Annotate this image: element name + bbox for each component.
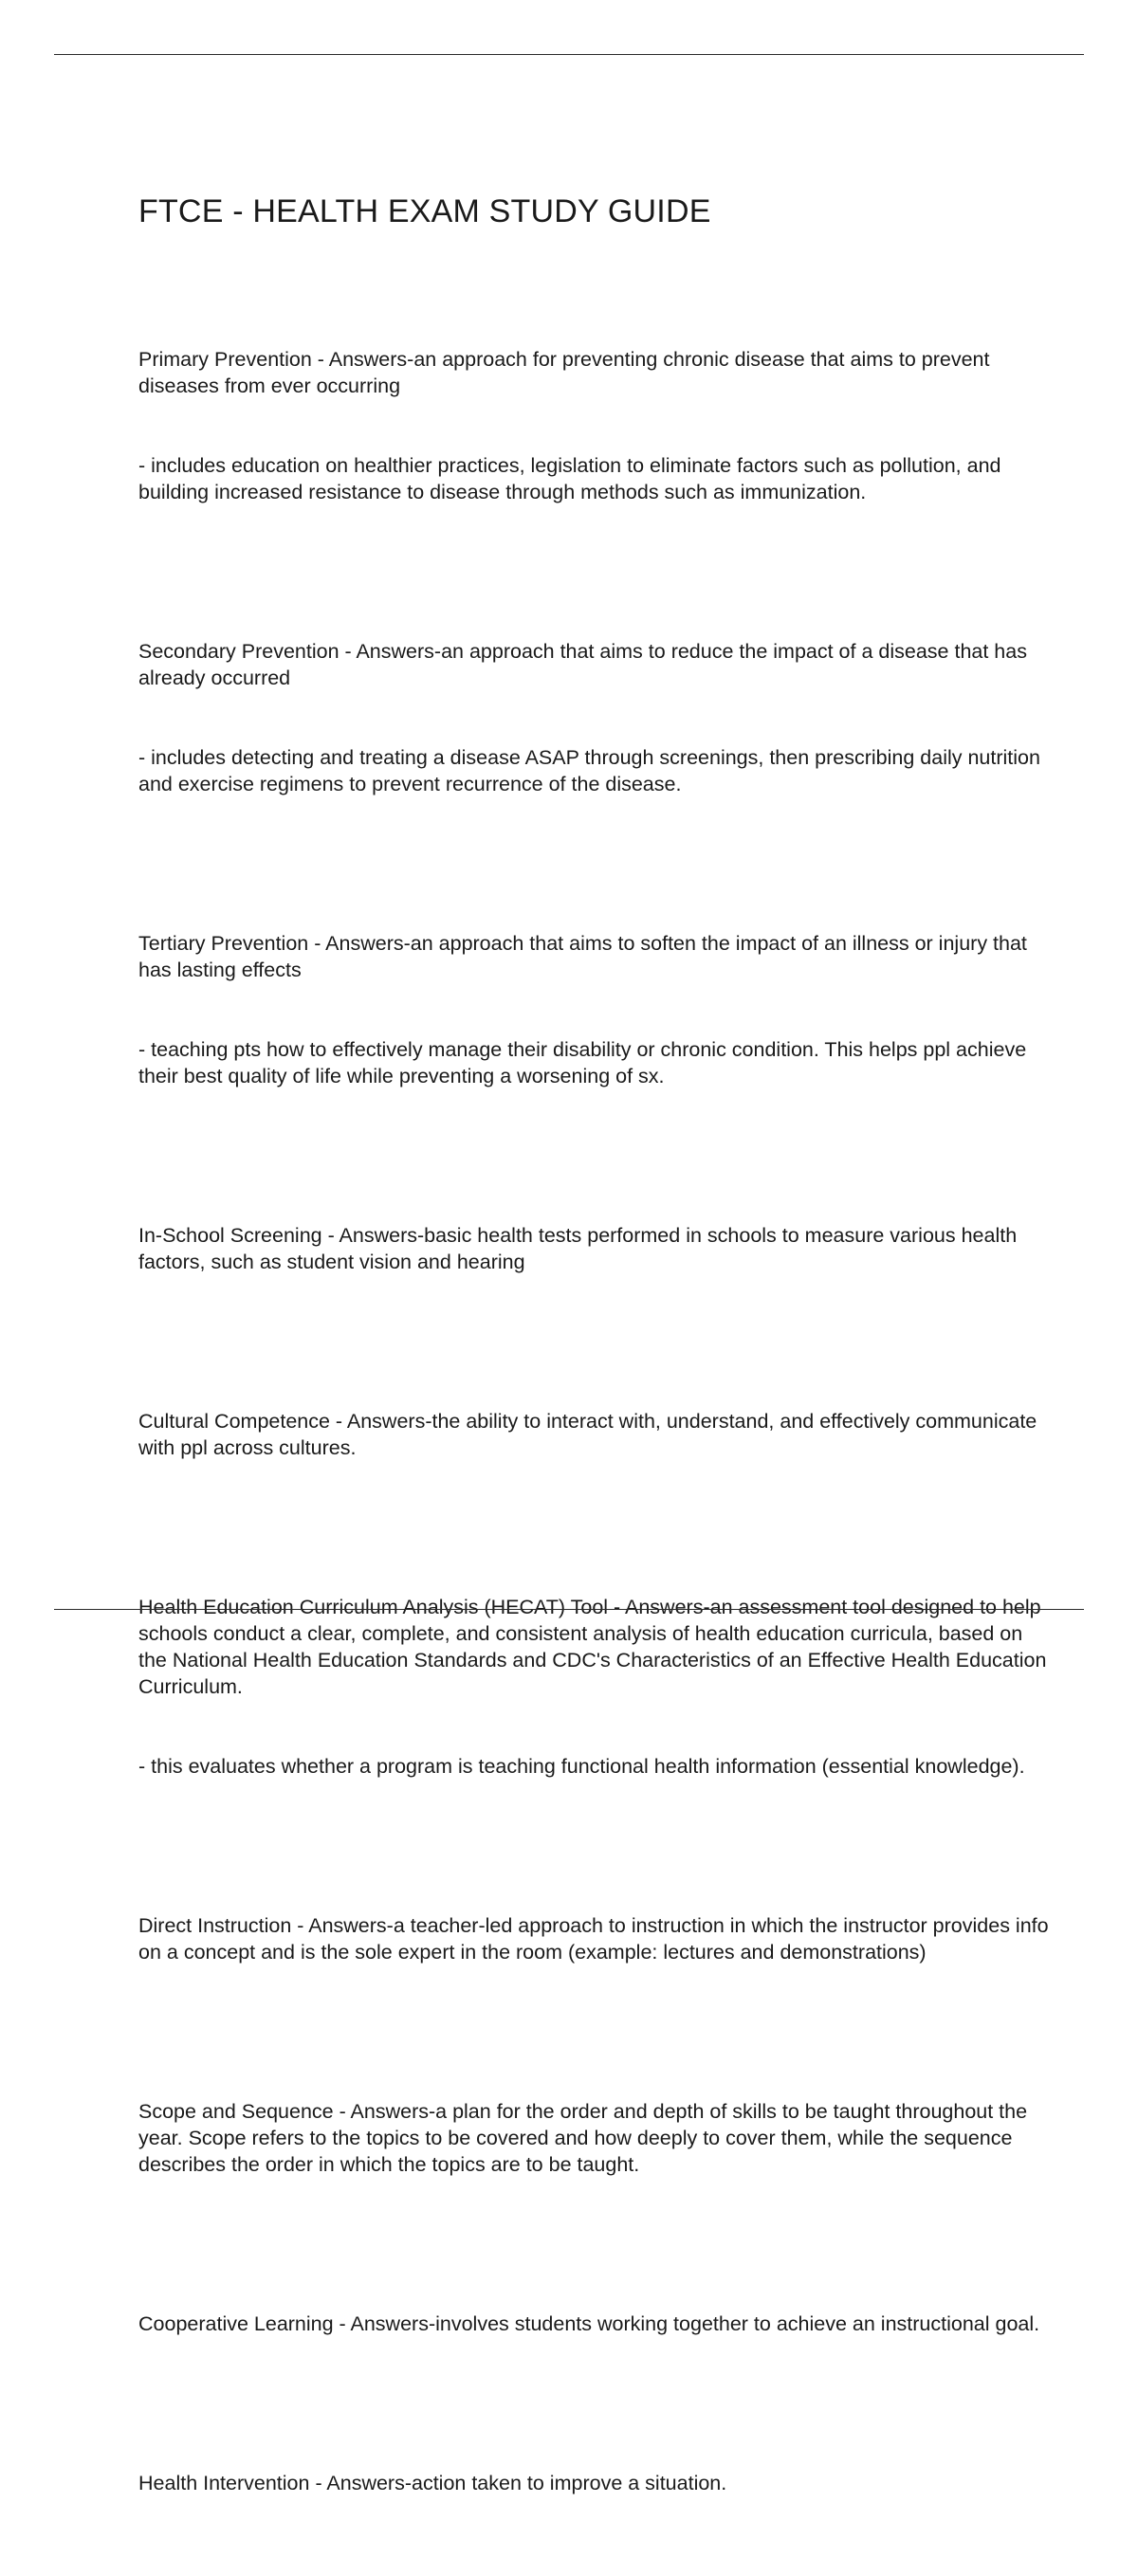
entry-text: - includes education on healthier practices, legislation to eliminate factors such as pollution, and building increased resistance to disease through methods such as immunization. [138, 454, 1007, 503]
entry-direct-instruction [138, 1859, 1055, 2019]
entry-text: Secondary Prevention - Answers-an approach that aims to reduce the impact of a disease that has already occurred [138, 640, 1033, 689]
entry-cooperative-learning [138, 2257, 1049, 2390]
entry-primary-prevention [138, 293, 1049, 558]
entry-text: Health Education Curriculum Analysis (HECAT) Tool - Answers-an assessment tool designed to help schools conduct a clear, complete, and consistent analysis of health education curricula, based on the National Health Education Standards and CDC's Characteristics of an Effective Health Education Curriculum. [138, 1596, 1053, 1698]
document-title: FTCE - HEALTH EXAM STUDY GUIDE [138, 193, 711, 229]
entry-text: - teaching pts how to effectively manage their disability or chronic condition. This helps ppl achieve their best quality of life while preventing a worsening of sx. [138, 1038, 1033, 1087]
entry-text: Cultural Competence - Answers-the ability to interact with, understand, and effectively communicate with ppl across cultures. [138, 1410, 1043, 1459]
document-content [138, 190, 1055, 2576]
entry-secondary-prevention [138, 585, 1049, 850]
entry-scope-and-sequence [138, 2045, 1049, 2231]
entry-cultural-competence [138, 1355, 1049, 1514]
entry-text: Health Intervention - Answers-action taken to improve a situation. [138, 2472, 727, 2494]
entry-text: - includes detecting and treating a disease ASAP through screenings, then prescribing daily nutrition and exercise regimens to prevent recurrence of the disease. [138, 746, 1046, 795]
entry-text: Tertiary Prevention - Answers-an approach that aims to soften the impact of an illness or injury that has lasting effects [138, 932, 1033, 981]
entry-text: Direct Instruction - Answers-a teacher-led approach to instruction in which the instructor provides info on a concept and is the sole expert in the room (example: lectures and demonstrations) [138, 1914, 1055, 1964]
entry-tertiary-prevention [138, 877, 1049, 1142]
entry-health-intervention [138, 2417, 1049, 2549]
bottom-rule [54, 1609, 1084, 1610]
entry-hecat-tool [138, 1541, 1053, 1833]
entry-text: Primary Prevention - Answers-an approach for preventing chronic disease that aims to prevent diseases from ever occurring [138, 348, 996, 397]
entry-text: - this evaluates whether a program is teaching functional health information (essential knowledge). [138, 1755, 1025, 1778]
entry-text: Scope and Sequence - Answers-a plan for the order and depth of skills to be taught throughout the year. Scope refers to the topics to be covered and how deeply to cover them, while the sequence describes the order in which the topics are to be taught. [138, 2100, 1034, 2176]
entry-in-school-screening [138, 1169, 1049, 1328]
entry-text: Cooperative Learning - Answers-involves students working together to achieve an instructional goal. [138, 2312, 1040, 2335]
entry-text: In-School Screening - Answers-basic health tests performed in schools to measure various health factors, such as student vision and hearing [138, 1224, 1023, 1273]
top-rule [54, 54, 1084, 55]
